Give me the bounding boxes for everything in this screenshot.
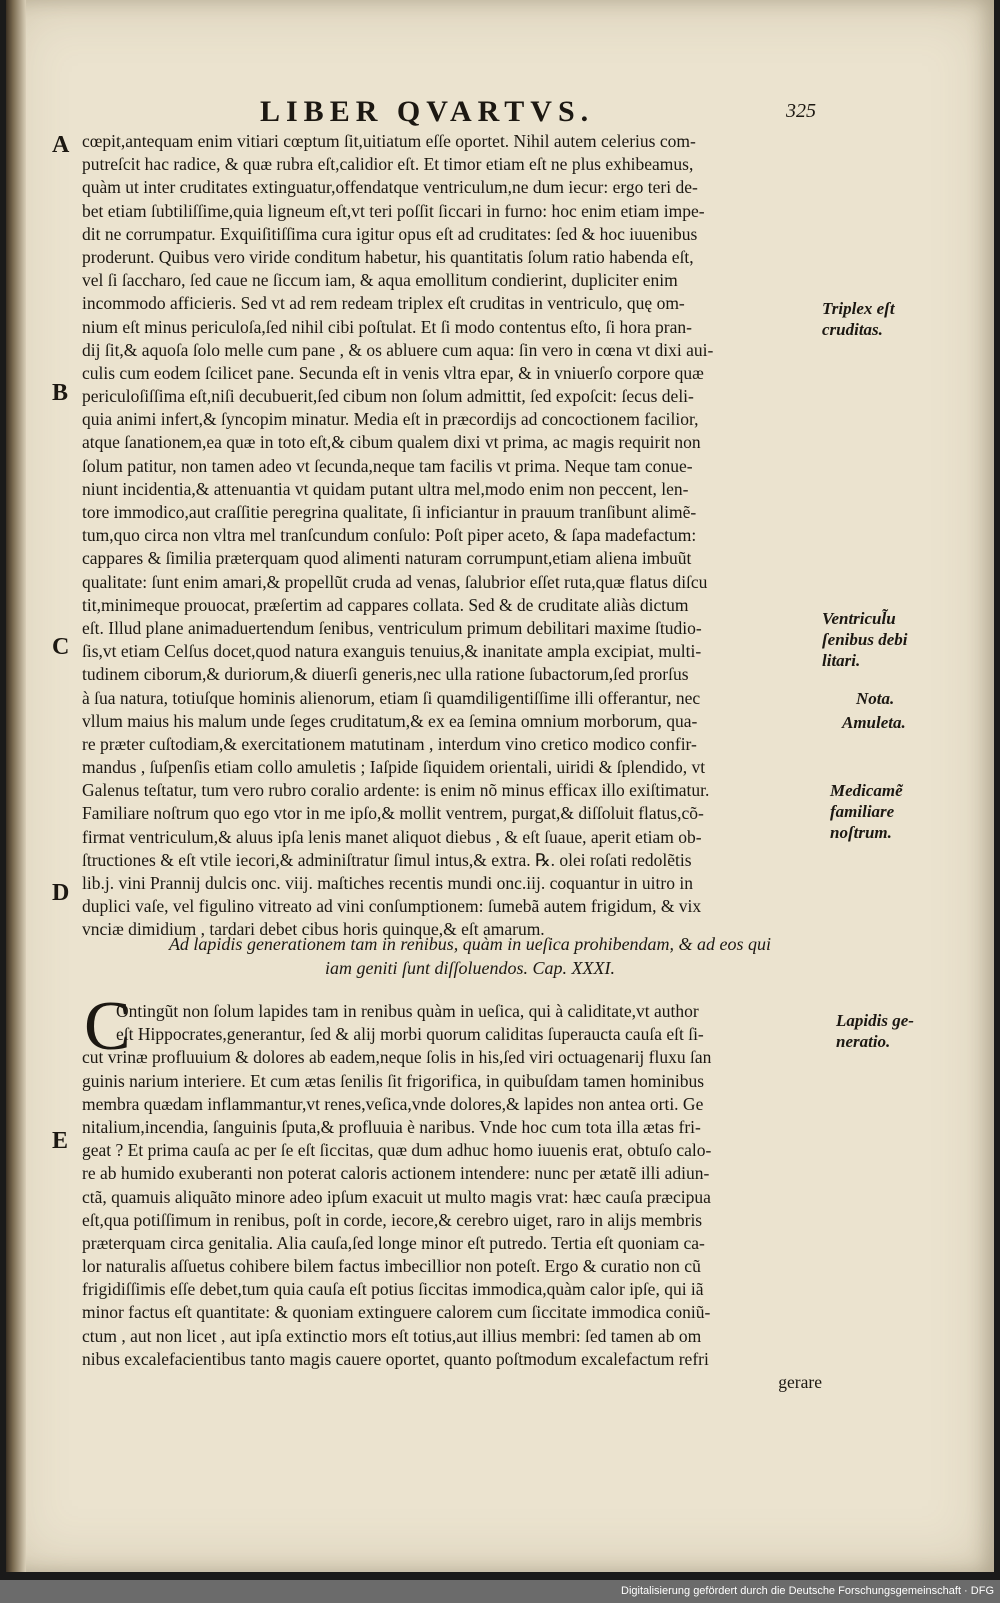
section-marker-c: C — [52, 634, 70, 660]
margin-note-line: ſenibus debi — [822, 630, 908, 649]
text-line: tore immodico,aut craſſitie peregrina qualitate, ſi inficiantur in prauum tranſibunt alimẽ- — [82, 502, 697, 522]
text-line: lor naturalis aſſuetus cohibere bilem factus imbecillior non poteſt. Ergo & curatio non cũ — [82, 1256, 701, 1277]
text-line: geat ? Et prima cauſa ac per ſe eſt ſiccitas, quæ dum adhuc homo iuuenis erat, obtuſo calo- — [82, 1140, 712, 1161]
text-line: vllum maius his malum unde ſeges cruditatum,& ex ea ſemina omnium morborum, qua- — [82, 710, 698, 731]
text-line: nibus excalefacientibus tanto magis cauere oportet, quanto poſtmodum excalefactum refri — [82, 1348, 709, 1369]
margin-note-medicame — [830, 780, 940, 843]
text-line: putreſcit hac radice, & quæ rubra eſt,calidior eſt. Et timor etiam eſt ne plus exhibeamus, — [82, 154, 694, 175]
section-marker-d: D — [52, 880, 70, 906]
margin-note-line: familiare — [830, 802, 895, 821]
text-line: quàm ut inter cruditates extinguatur,offendatque ventriculum,ne dum iecur: ergo teri de- — [82, 177, 698, 198]
section-2-text — [82, 1000, 822, 1394]
drop-cap: C — [84, 988, 131, 1065]
text-line: atque ſanationem,ea quæ in toto eſt,& cibum qualem dixi vt prima, ac magis requirit non — [82, 432, 701, 453]
text-line: tit,minimeque prouocat, præſertim ad cappares collata. Sed & de cruditate aliàs dictum — [82, 594, 689, 615]
text-line: tudinem ciborum,& duriorum,& diuerſi generis,nec ulla ratione ſubactorum,ſed prorſus — [82, 664, 689, 685]
margin-note-line: cruditas. — [822, 320, 883, 339]
margin-note-line: litari. — [822, 651, 861, 670]
text-line: firmat ventriculum,& aluus ipſa lenis manet aliquot diebus , & eſt ſuaue, aperit etiam ob- — [82, 826, 702, 847]
text-line: ſtructiones & eſt vtile iecori,& adminiſtratur ſimul intus,& extra. ℞. olei roſati redolẽtis — [82, 849, 692, 870]
text-line: qualitate: ſunt enim amari,& propellũt cruda ad venas, ſalubrior eſſet ruta,quæ flatus diſcu — [82, 571, 708, 592]
text-line: eſt,qua potiſſimum in renibus, poſt in corde, iecore,& cerebro uiget, raro in alijs membris — [82, 1209, 703, 1230]
margin-note-line: Medicamẽ — [830, 781, 903, 800]
margin-note-line: Lapidis ge- — [836, 1011, 914, 1030]
text-line: quia animi infert,& ſyncopim minatur. Media eſt in præcordijs ad concoctionem facilior, — [82, 409, 699, 430]
text-line: lib.j. vini Prannij dulcis onc. viij. maſtiches recentis mundi onc.iij. coquantur in uitro in — [82, 873, 693, 893]
catchword: gerare — [778, 1372, 822, 1392]
text-line: vnciæ dimidium , tardari debet cibus horis quinque,& eſt amarum. — [82, 919, 545, 940]
text-line: à ſua natura, totiuſque hominis alienorum, etiam ſi quamdiligentiſſime illi offerantur, nec — [82, 687, 701, 708]
margin-note-line: Ventricul̃u — [822, 609, 896, 628]
margin-note-line: Amuleta. — [842, 713, 906, 732]
text-line: nium eſt minus periculoſa,ſed nihil cibi poſtulat. Et ſi modo contentus eſto, ſi hora pran- — [82, 316, 692, 337]
text-line: nitalium,incendia, ſanguinis ſputa,& profluuia è naribus. Vnde hoc cum tota illa ætas fri- — [82, 1116, 701, 1137]
section-marker-a: A — [52, 132, 70, 158]
margin-note-line: neratio. — [836, 1032, 891, 1051]
margin-note-ventriculu — [822, 608, 932, 671]
text-line: Familiare noſtrum quo ego vtor in me ipſo,& mollit ventrem, purgat,& diſſoluit flatus,cõ- — [82, 803, 704, 824]
text-line: bet etiam ſubtiliſſime,quia ligneum eſt,vt teri poſſit ſiccari in furno: hoc enim etiam impe- — [82, 200, 705, 221]
text-line: culis cum eodem ſcilicet pane. Secunda eſt in venis vltra epar, & in vniuerſo corpore quæ — [82, 362, 704, 383]
margin-note-line: Triplex eſt — [822, 299, 895, 318]
margin-note-nota — [856, 688, 966, 709]
text-line: cappares & ſimilia præterquam quod alimenti naturam corrumpunt,etiam aliena imbuũt — [82, 548, 692, 569]
text-line: vel ſi ſaccharo, ſed caue ne ſiccum iam, & aqua emollitum condierint, dupliciter enim — [82, 270, 678, 291]
section-marker-b: B — [52, 380, 69, 406]
text-line: mandus , ſuſpenſis etiam collo amuletis ; Iaſpide ſiquidem orientali, uiridi & ſplendido, vt — [82, 757, 706, 778]
text-line: re præter cuſtodiam,& exercitationem matutinam , interdum vino cretico modico confir- — [82, 733, 697, 754]
chapter-heading — [120, 932, 820, 980]
text-line: dij ſit,& aquoſa ſolo melle cum pane , & os abluere cum aqua: ſin vero in cœna vt dixi aui- — [82, 339, 714, 360]
text-line: eſt Hippocrates,generantur, ſed & alij morbi quorum caliditas ſuperaucta cauſa eſt ſi- — [116, 1024, 704, 1045]
chapter-heading-line: iam geniti ſunt diſſoluendos. Cap. XXXI. — [325, 958, 615, 978]
text-line: Galenus teſtatur, tum vero rubro coralio ardente: is enim nõ minus efficax illo exiſtimatur. — [82, 780, 710, 801]
text-line: ſis,vt etiam Celſus docet,quod natura exanguis tenuius,& inanitate ampla excipiat, multi- — [82, 641, 702, 662]
margin-note-amuleta — [842, 712, 952, 733]
text-line: niunt incidentia,& attenuantia vt quidam putant ultra mel,modo enim non peccent, len- — [82, 478, 689, 499]
text-line: Ontingũt non ſolum lapides tam in renibus quàm in ueſica, qui à caliditate,vt author — [116, 1001, 699, 1021]
text-line: incommodo afficieris. Sed vt ad rem redeam triplex eſt cruditas in ventriculo, quę om- — [82, 293, 685, 314]
margin-note-lapidis — [836, 1010, 946, 1052]
text-line: frigidiſſimis eſſe debet,tum quia cauſa eſt potius ſiccitas immodica,quàm calor ipſe, qui iã — [82, 1279, 704, 1300]
section-1-text — [82, 130, 822, 942]
running-head: LIBER QVARTVS. — [260, 95, 595, 128]
text-line: duplici vaſe, vel figulino vitreato ad vini conſumptionem: ſumebã autem frigidum, & vix — [82, 896, 702, 917]
text-line: membra quædam inflammantur,vt renes,veſica,vnde dolores,& lapides non antea orti. Ge — [82, 1093, 704, 1114]
text-line: ctã, quamuis aliquãto minore adeo ipſum exacuit ut multo magis vrat: hæc cauſa præcipua — [82, 1186, 711, 1207]
binding-edge — [6, 0, 26, 1572]
section-marker-e: E — [52, 1128, 69, 1154]
chapter-heading-line: Ad lapidis generationem tam in renibus, quàm in ueſica prohibendam, & ad eos qui — [168, 934, 772, 954]
text-line: guinis narium interiere. Et cum ætas ſenilis ſit frigorifica, in quibuſdam tamen hominibus — [82, 1070, 705, 1091]
digitization-credit: Digitalisierung gefördert durch die Deutsche Forschungsgemeinschaft · DFG — [621, 1585, 994, 1597]
text-line: eſt. Illud plane animaduertendum ſenibus, ventriculum primum debilitari maxime ſtudio- — [82, 617, 702, 638]
text-line: præterquam circa genitalia. Alia cauſa,ſed longe minor eſt putredo. Tertia eſt quoniam ca- — [82, 1232, 705, 1253]
text-line: periculoſiſſima eſt,niſi decubuerit,ſed cibum non ſolum admittit, ſed expoſcit: ſecus deli- — [82, 386, 694, 407]
text-line: cœpit,antequam enim vitiari cœptum ſit,uitiatum eſſe oportet. Nihil autem celerius com- — [82, 131, 696, 151]
margin-note-line: noſtrum. — [830, 823, 892, 842]
text-line: proderunt. Quibus vero viride conditum habetur, his quantitatis ſolum ratio habenda eſt, — [82, 246, 694, 267]
text-line: dit ne corrumpatur. Exquiſitiſſima cura igitur opus eſt ad cruditates: ſed & hoc iuuenibus — [82, 223, 698, 244]
text-line: ſolum patitur, non tamen adeo vt ſecunda,neque tam facilis vt prima. Neque tam conue- — [82, 455, 693, 476]
text-line: cut vrinæ profluuium & dolores ab eadem,neque ſolis in his,ſed viri octuagenarij fluxu ſan — [82, 1047, 712, 1068]
text-line: minor factus eſt quantitate: & quoniam extinguere calorem cum ſiccitate immodica coniũ- — [82, 1302, 711, 1323]
text-line: re ab humido exuberanti non poterat caloris actionem intendere: nunc per ætatẽ illi adiun- — [82, 1163, 710, 1184]
text-line: tum,quo circa non vltra mel tranſcundum conſulo: Poſt piper aceto, & ſapa madefactum: — [82, 525, 697, 546]
text-line: ctum , aut non licet , aut ipſa extinctio mors eſt totius,aut illius membri: ſed tamen ab om — [82, 1325, 702, 1346]
margin-note-triplex — [822, 298, 932, 340]
page-number: 325 — [786, 100, 816, 122]
margin-note-line: Nota. — [856, 689, 895, 708]
